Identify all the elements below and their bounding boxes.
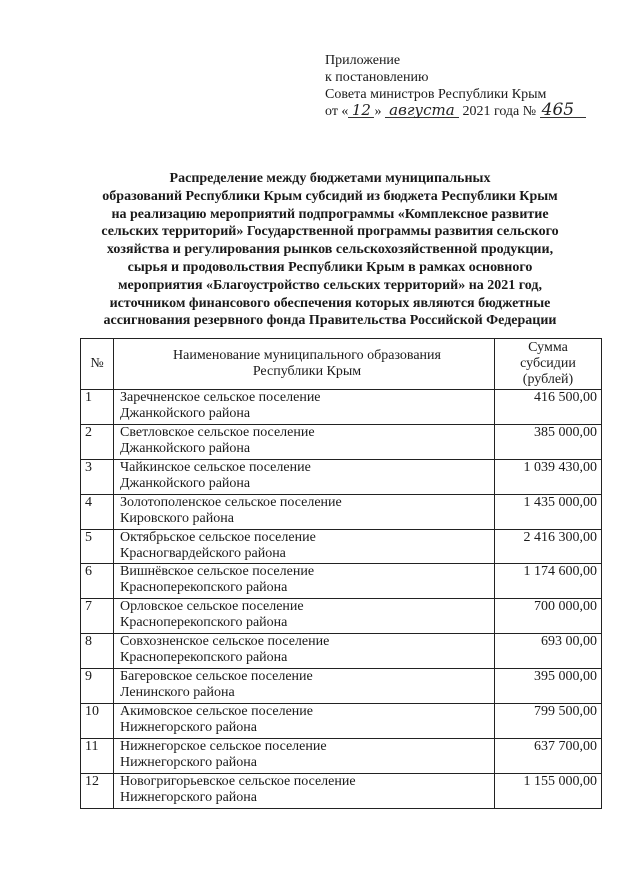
municipality-district: Джанкойского района <box>120 440 251 456</box>
municipality-district: Красноперекопского района <box>120 615 288 631</box>
header-sum-line: Сумма <box>528 340 568 355</box>
table-row <box>81 494 602 529</box>
municipality-settlement: Светловское сельское поселение <box>120 424 315 440</box>
row-number: 10 <box>81 704 114 739</box>
municipality-district: Красноперекопского района <box>120 580 288 596</box>
handwritten-month: августа <box>385 103 459 118</box>
subsidy-amount: 637 700,00 <box>495 738 602 773</box>
municipality-district: Джанкойского района <box>120 406 251 421</box>
municipality-district: Красноперекопского района <box>120 650 288 666</box>
municipality-settlement: Заречненское сельское поселение <box>120 390 321 405</box>
municipality-settlement: Багеровское сельское поселение <box>120 669 313 685</box>
header-sum-line: субсидии <box>520 356 576 371</box>
table-row <box>81 669 602 704</box>
row-number: 7 <box>81 599 114 634</box>
municipality-name <box>114 599 495 634</box>
municipality-settlement: Совхозненское сельское поселение <box>120 634 330 650</box>
municipality-settlement: Новогригорьевское сельское поселение <box>120 773 356 789</box>
municipality-settlement: Акимовское сельское поселение <box>120 704 313 720</box>
municipality-settlement: Орловское сельское поселение <box>120 599 304 615</box>
table-row <box>81 634 602 669</box>
subsidy-amount: 693 00,00 <box>495 634 602 669</box>
appendix-line: Совета министров Республики Крым <box>325 87 547 102</box>
subsidy-amount: 416 500,00 <box>495 390 602 425</box>
municipality-district: Ленинского района <box>120 685 235 701</box>
municipality-district: Кировского района <box>120 510 234 526</box>
table-row <box>81 599 602 634</box>
municipality-name <box>114 459 495 494</box>
row-number: 1 <box>81 390 114 425</box>
municipality-name <box>114 564 495 599</box>
table-row <box>81 773 602 808</box>
municipality-district: Нижнегорского района <box>120 720 257 736</box>
title-line: хозяйства и регулирования рынков сельскохозяйственной продукции, <box>106 242 554 258</box>
date-suffix: 2021 года № <box>462 104 537 119</box>
row-number: 4 <box>81 494 114 529</box>
header-num: № <box>81 339 114 390</box>
title-line: на реализацию мероприятий подпрограммы «Комплексное развитие <box>111 206 549 222</box>
row-number: 5 <box>81 529 114 564</box>
appendix-line: Приложение <box>325 53 401 68</box>
subsidy-amount: 395 000,00 <box>495 669 602 704</box>
table-row <box>81 564 602 599</box>
municipality-settlement: Октябрьское сельское поселение <box>120 529 316 545</box>
municipality-name <box>114 634 495 669</box>
header-sum-line: (рублей) <box>522 372 574 387</box>
municipality-district: Джанкойского района <box>120 475 251 491</box>
row-number: 2 <box>81 424 114 459</box>
municipality-name <box>114 494 495 529</box>
subsidy-amount: 799 500,00 <box>495 704 602 739</box>
date-prefix: от « <box>325 104 349 119</box>
title-line: сельских территорий» Государственной программы развития сельского <box>101 224 559 240</box>
title-line: Распределение между бюджетами муниципальных <box>169 171 491 186</box>
municipality-settlement: Чайкинское сельское поселение <box>120 459 311 475</box>
title-line: сырья и продовольствия Республики Крым в рамках основного <box>127 259 533 275</box>
table-body <box>81 390 602 809</box>
row-number: 6 <box>81 564 114 599</box>
municipality-name <box>114 669 495 704</box>
municipality-name <box>114 424 495 459</box>
header-name-line: Республики Крым <box>252 364 362 379</box>
subsidy-amount: 2 416 300,00 <box>495 529 602 564</box>
municipality-settlement: Золотополенское сельское поселение <box>120 494 342 510</box>
date-mid: » <box>374 104 382 119</box>
subsidy-amount: 385 000,00 <box>495 424 602 459</box>
title-line: источником финансового обеспечения которых являются бюджетные <box>109 295 551 311</box>
title-line: образований Республики Крым субсидий из бюджета Республики Крым <box>102 188 558 204</box>
row-number: 12 <box>81 773 114 808</box>
table-row <box>81 390 602 425</box>
appendix-date-line <box>325 100 586 120</box>
title-line: мероприятия «Благоустройство сельских территорий» на 2021 год, <box>118 277 542 293</box>
row-number: 8 <box>81 634 114 669</box>
municipality-district: Нижнегорского района <box>120 754 257 770</box>
municipality-name <box>114 529 495 564</box>
appendix-header <box>325 52 586 120</box>
header-sum <box>495 339 602 390</box>
appendix-line: к постановлению <box>325 70 429 85</box>
municipality-name <box>114 390 495 425</box>
table-row <box>81 459 602 494</box>
municipality-settlement: Нижнегорское сельское поселение <box>120 738 327 754</box>
header-name <box>114 339 495 390</box>
municipality-district: Нижнегорского района <box>120 789 257 805</box>
subsidy-table <box>80 338 602 809</box>
table-row <box>81 704 602 739</box>
table-row <box>81 424 602 459</box>
row-number: 9 <box>81 669 114 704</box>
title-line: ассигнования резервного фонда Правительства Российской Федерации <box>103 313 557 329</box>
handwritten-number: 465 <box>540 103 586 118</box>
municipality-name <box>114 738 495 773</box>
municipality-name <box>114 773 495 808</box>
subsidy-amount: 1 039 430,00 <box>495 459 602 494</box>
handwritten-day: 12 <box>348 103 374 118</box>
municipality-name <box>114 704 495 739</box>
table-header-row <box>81 339 602 390</box>
municipality-district: Красногвардейского района <box>120 545 286 561</box>
table-row <box>81 738 602 773</box>
table-row <box>81 529 602 564</box>
row-number: 11 <box>81 738 114 773</box>
document-title <box>60 170 600 330</box>
subsidy-amount: 700 000,00 <box>495 599 602 634</box>
header-name-line: Наименование муниципального образования <box>173 348 441 363</box>
subsidy-amount: 1 155 000,00 <box>495 773 602 808</box>
subsidy-amount: 1 435 000,00 <box>495 494 602 529</box>
municipality-settlement: Вишнёвское сельское поселение <box>120 564 315 580</box>
row-number: 3 <box>81 459 114 494</box>
subsidy-amount: 1 174 600,00 <box>495 564 602 599</box>
